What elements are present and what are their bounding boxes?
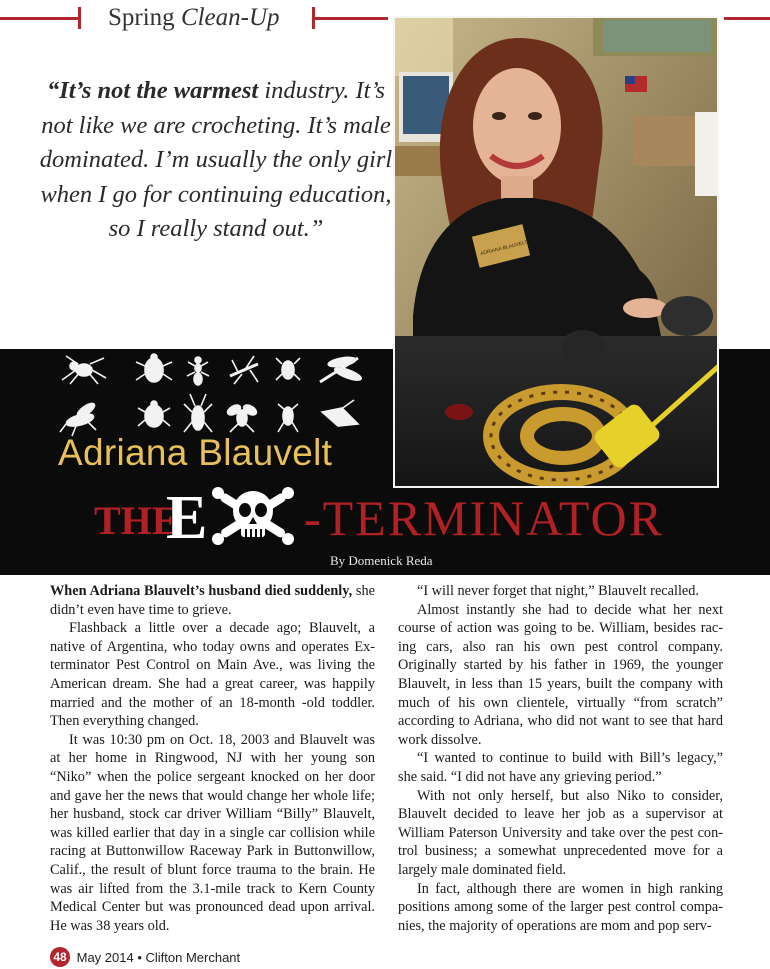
title-e: E [166, 484, 208, 552]
paragraph: Flashback a little over a decade ago; Blauvelt, a native of Argentina, who today owns and operates Ex-terminator Pest Control on Main Ave., was living the American dream. She had a great career, was happily married and the mother of an 18-month -old toddler. Then everything changed. [50, 620, 375, 730]
ant-icon [187, 357, 209, 385]
paragraph: Almost instantly she had to decide what her next course of action was going to be. William, besides rac-ing cars, also ran his own pest control company. Originally started by his father in 1969, the younger Blauvelt, in less than 15 years, built the company with much of his own clientele, virtually “from scratch” according to Adriana, who did not want to see that hard work dissolve. [398, 601, 723, 748]
pull-quote-body: industry. It’s not like we are crocheting. It’s male dominated. I’m usually the only girl when I go for continuing education, so I really stand out.” [39, 77, 393, 242]
paragraph: “I wanted to continue to build with Bill’s legacy,” she said. “I did not have any grieving period.” [398, 750, 723, 785]
header-rule-left [0, 17, 80, 20]
section-title-main: Spring [108, 4, 175, 31]
issue-info: May 2014 • Clifton Merchant [76, 949, 241, 965]
page-footer [50, 947, 240, 969]
article-column-1 [50, 582, 375, 935]
paragraph: “I will never forget that night,” Blauvelt recalled. [417, 583, 699, 599]
byline: By Domenick Reda [330, 553, 433, 568]
paragraph: With not only herself, but also Niko to consider, Blauvelt decided to leave her job as a supervisor at William Paterson University and take over the pest con-trol business; a somewhat unprecedented move for a largely male dominated field. [398, 787, 723, 878]
mosquito-icon [230, 356, 258, 384]
spider-icon [62, 356, 106, 384]
photo-nameplate: ADRIANA BLAUVELT [479, 239, 529, 258]
pull-quote [30, 74, 402, 247]
portrait-photo [393, 16, 719, 488]
title-terminator: -TERMINATOR [304, 490, 664, 546]
paragraph: In fact, although there are women in high ranking positions among some of the larger pest control compa-nies, the majority of operations are mom and pop serv- [398, 880, 723, 934]
article-column-2 [398, 582, 723, 935]
bug-silhouettes [58, 352, 378, 442]
ladybug-icon [138, 401, 170, 427]
fly-icon [226, 403, 258, 432]
wasp-icon [60, 401, 96, 436]
section-title [108, 4, 280, 32]
paragraph-lead-in: When Adriana Blauvelt’s husband died suddenly, [50, 583, 353, 599]
dragonfly-icon [320, 356, 363, 383]
paragraph: It was 10:30 pm on Oct. 18, 2003 and Blauvelt was at her home in Ringwood, NJ with her young son “Niko” when the police sergeant knocked on her door and gave her the news that would change her whole life; her husband, stock car driver William “Billy” Blauvelt, was killed earlier that day in a single car collision while racing at Buttonwillow Raceway Park in Buttonwillow, Calif., the result of blunt force trauma to the brain. He was air lifted from the 3.1-mile track to Kern County Medical Center but was pronounced dead upon arrival. He was 38 years old. [50, 731, 375, 934]
header-rule-cap-left [78, 7, 81, 29]
skull-crossbones-icon [212, 483, 294, 549]
header-rule-far-right [724, 17, 770, 20]
flea-icon [278, 404, 298, 432]
moth-icon [322, 400, 358, 426]
beetle-icon [136, 354, 172, 382]
header-rule-right [312, 17, 388, 20]
paragraph [50, 582, 375, 619]
section-title-sub: Clean-Up [180, 4, 280, 31]
tick-icon [276, 358, 300, 380]
pull-quote-lead: “It’s not the warmest [46, 77, 259, 104]
page-number: 48 [50, 947, 70, 967]
title-the: THE [94, 498, 179, 543]
cockroach-icon [184, 394, 212, 432]
paragraph-text: she didn’t even have time to grieve. [50, 583, 375, 618]
subject-name: Adriana Blauvelt [58, 432, 333, 473]
